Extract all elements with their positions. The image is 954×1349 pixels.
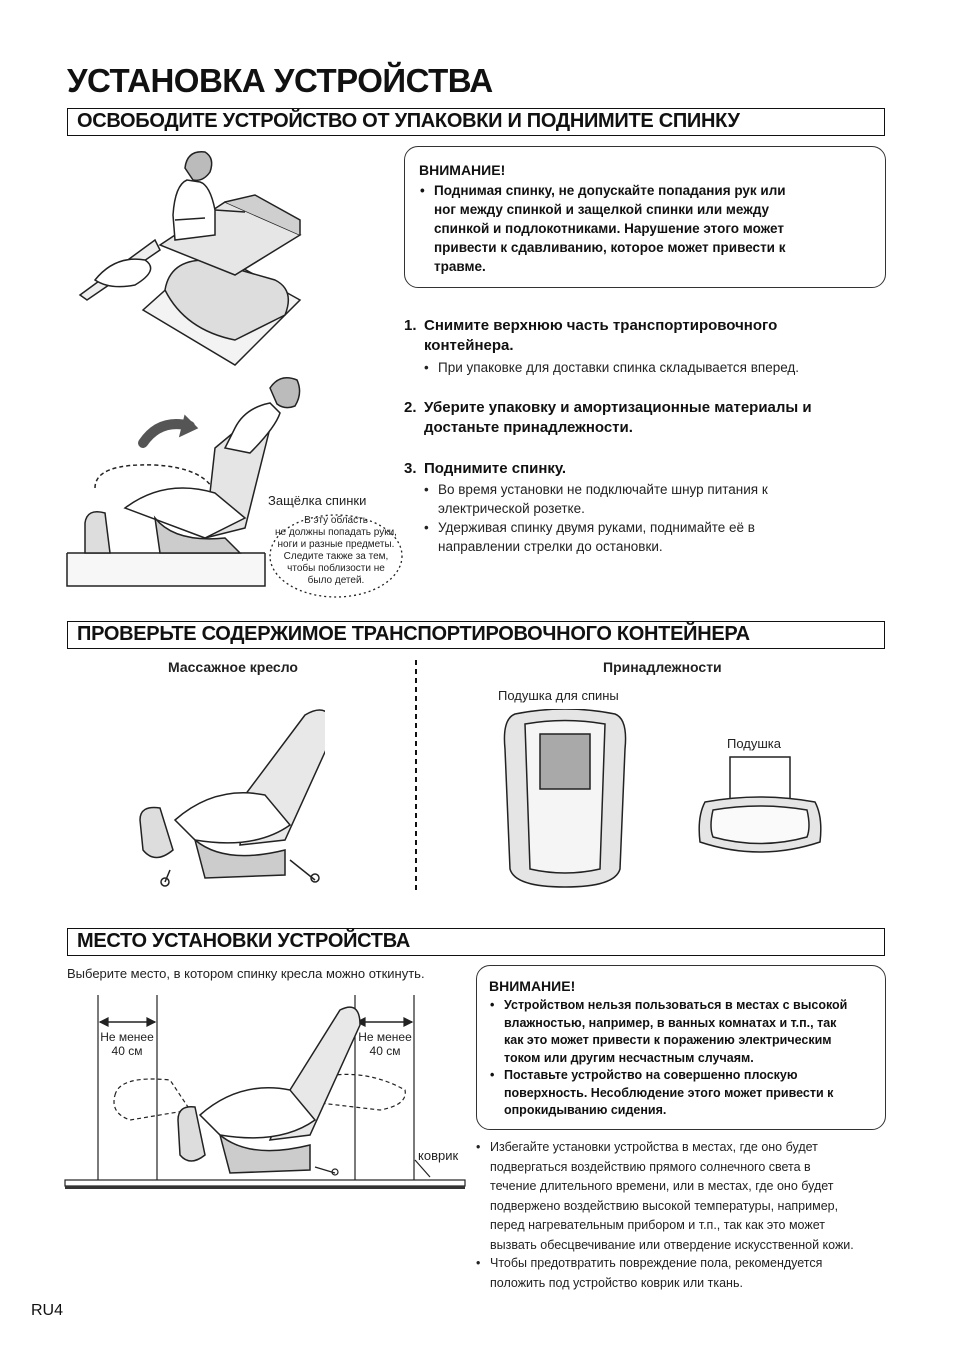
section-header-unpack: ОСВОБОДИТЕ УСТРОЙСТВО ОТ УПАКОВКИ И ПОДНИМИТЕ СПИНКУ: [67, 108, 885, 136]
latch-note-line: чтобы поблизости не: [287, 563, 385, 574]
step-2: [404, 398, 884, 438]
note-line: подвержено воздействию высокой температуры, например,: [490, 1198, 839, 1213]
step-line: Снимите верхнюю часть транспортировочного: [424, 317, 778, 334]
step-line: достаньте принадлежности.: [424, 419, 633, 436]
note-sunlight: • Избегайте установки устройства в местах, где оно будет подвергаться воздействию прямого солнечного света в течение длительного времени, или в местах, где оно будет подвержено воздействию высокой температуры, например, перед нагревательным прибором и т.п., так как это может вызвать обесцвечивание или отвердение искусственной кожи.: [476, 1138, 896, 1255]
clearance-left-label: [98, 1030, 156, 1058]
latch-note-line: не должны попадать руки,: [275, 527, 397, 538]
clearance-line: 40 см: [369, 1044, 401, 1058]
warning-line: • Поставьте устройство на совершенно плоскую: [504, 1068, 798, 1082]
dashed-divider: [414, 660, 418, 892]
section-header-contents: ПРОВЕРЬТЕ СОДЕРЖИМОЕ ТРАНСПОРТИРОВОЧНОГО КОНТЕЙНЕРА: [67, 621, 885, 649]
warning-line: влажностью, например, в ванных комнатах и т.п., так: [504, 1015, 837, 1030]
latch-note-line: Следите также за тем,: [283, 551, 389, 562]
latch-label: Защёлка спинки: [268, 493, 367, 508]
page-number: RU4: [31, 1302, 64, 1319]
step-number: 3.: [404, 460, 417, 477]
warning-line: как это может привести к поражению электрическим: [504, 1033, 832, 1047]
page-title: УСТАНОВКА УСТРОЙСТВА: [67, 62, 493, 99]
pillow-illustration: [695, 752, 825, 872]
note-line: Чтобы предотвратить повреждение пола, рекомендуется: [490, 1256, 823, 1270]
warning-line: ног между спинкой и защелкой спинки или между: [434, 202, 770, 217]
clearance-line: Не менее: [100, 1030, 154, 1044]
location-illustration: [60, 995, 470, 1195]
unpack-illustration: [75, 140, 315, 380]
step-3-note-2: • Удерживая спинку двумя руками, поднимайте её в направлении стрелки до остановки.: [424, 518, 884, 556]
latch-note: [266, 515, 406, 587]
step-number: 2.: [404, 399, 417, 416]
warning-box-1: [404, 146, 886, 288]
section-header-location: МЕСТО УСТАНОВКИ УСТРОЙСТВА: [67, 928, 885, 956]
warning-line: травме.: [434, 259, 486, 274]
location-intro: Выберите место, в котором спинку кресла можно откинуть.: [67, 966, 425, 981]
warning-line: опрокидыванию сидения.: [504, 1103, 667, 1117]
clearance-right-label: [356, 1030, 414, 1058]
note-line: Удерживая спинку двумя руками, поднимайте её в: [438, 520, 755, 535]
warning-line: поверхность. Несоблюдение этого может привести к: [504, 1085, 834, 1100]
note-line: перед нагревательным прибором и т.п., так как это может: [490, 1218, 825, 1232]
clearance-line: 40 см: [111, 1044, 143, 1058]
warning-box-2: [476, 965, 886, 1130]
step-1: [404, 316, 884, 356]
step-line: контейнера.: [424, 337, 514, 354]
clearance-line: Не менее: [358, 1030, 412, 1044]
pillow-label: Подушка: [727, 736, 782, 751]
note-line: Избегайте установки устройства в местах, где оно будет: [490, 1140, 818, 1154]
step-line: Уберите упаковку и амортизационные материалы и: [424, 399, 812, 416]
step-1-note: • При упаковке для доставки спинка складывается вперед.: [424, 358, 884, 377]
latch-note-line: ноги и разные предметы.: [277, 539, 395, 550]
note-line: При упаковке для доставки спинка складывается вперед.: [438, 360, 800, 375]
step-number: 1.: [404, 317, 417, 334]
step-3: [404, 459, 884, 479]
note-line: вызвать обесцвечивание или отвердение искусственной кожи.: [490, 1237, 854, 1252]
warning-heading: ВНИМАНИЕ!: [489, 978, 576, 994]
step-3-note-1: • Во время установки не подключайте шнур питания к электрической розетке.: [424, 480, 884, 518]
back-cushion-illustration: [500, 709, 630, 889]
back-cushion-label: Подушка для спины: [498, 688, 619, 703]
warning-line: • Поднимая спинку, не допускайте попадания рук или: [434, 183, 786, 198]
note-line: течение длительного времени, или в местах, где оно будет: [490, 1179, 834, 1193]
accessories-caption: Принадлежности: [603, 659, 722, 675]
latch-note-line: В эту область: [304, 515, 368, 526]
latch-note-line: было детей.: [307, 575, 365, 586]
step-line: Поднимите спинку.: [424, 460, 567, 477]
warning-item: [419, 181, 873, 276]
warning-line: спинкой и подлокотниками. Нарушение этого может: [434, 221, 784, 236]
mat-label: коврик: [418, 1148, 459, 1163]
warning-heading: ВНИМАНИЕ!: [419, 162, 506, 178]
note-line: электрической розетке.: [438, 501, 585, 516]
massage-chair-illustration: [135, 700, 325, 890]
note-line: Во время установки не подключайте шнур питания к: [438, 482, 768, 497]
warning-line: привести к сдавливанию, которое может привести к: [434, 240, 786, 255]
note-line: направлении стрелки до остановки.: [438, 539, 663, 554]
chair-caption: Массажное кресло: [168, 659, 298, 675]
warning-item: [489, 997, 875, 1067]
note-floor: • Чтобы предотвратить повреждение пола, рекомендуется положить под устройство коврик или ткань.: [476, 1254, 896, 1293]
warning-line: • Устройством нельзя пользоваться в местах с высокой: [504, 998, 848, 1012]
warning-line: током или другим несчастным случаям.: [504, 1050, 754, 1065]
warning-item: [489, 1067, 875, 1120]
note-line: подвергаться воздействию прямого солнечного света в: [490, 1159, 811, 1174]
note-line: положить под устройство коврик или ткань.: [490, 1275, 743, 1290]
